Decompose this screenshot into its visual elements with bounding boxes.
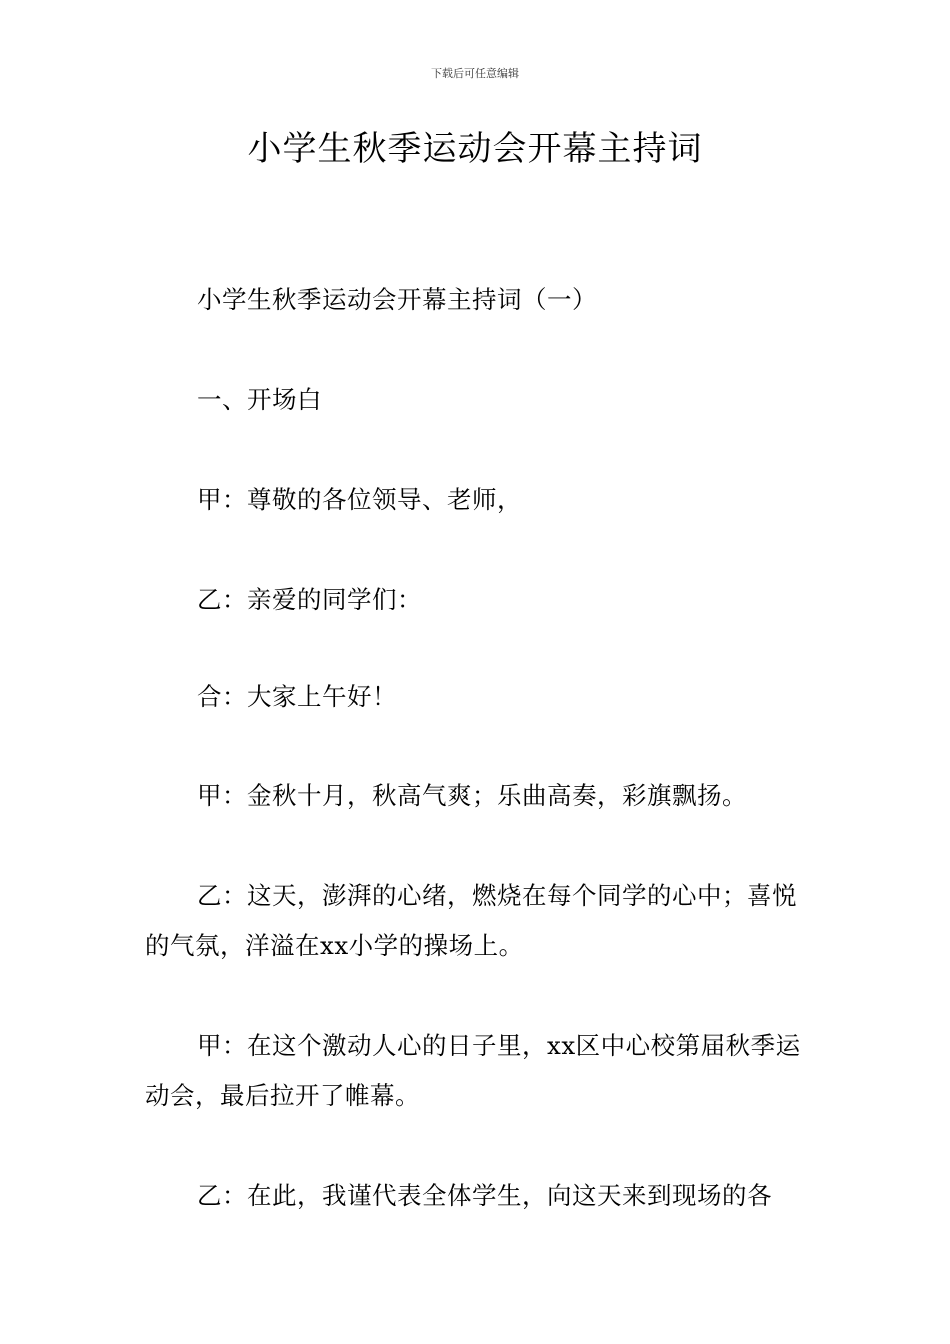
paragraph-b-mood: 乙：这天，澎湃的心绪，燃烧在每个同学的心中；喜悦的气氛，洋溢在xx小学的操场上。 [145, 881, 797, 960]
paragraph-a-opening: 甲：在这个激动人心的日子里，xx区中心校第届秋季运动会，最后拉开了帷幕。 [145, 1031, 801, 1110]
paragraph-greeting-a: 甲：尊敬的各位领导、老师， [197, 485, 522, 514]
paragraph-greeting-b: 乙：亲爱的同学们： [197, 585, 422, 614]
document-title: 小学生秋季运动会开幕主持词 [247, 129, 703, 169]
paragraph-b-representative: 乙：在此，我谨代表全体学生，向这天来到现场的各 [197, 1181, 772, 1210]
header-note: 下载后可任意编辑 [431, 67, 519, 80]
paragraph-section-heading: 小学生秋季运动会开幕主持词（一） [197, 285, 597, 314]
paragraph-a-autumn: 甲：金秋十月，秋高气爽；乐曲高奏，彩旗飘扬。 [197, 781, 747, 810]
paragraph-opening-heading: 一、开场白 [197, 385, 322, 414]
paragraph-greeting-together: 合：大家上午好！ [197, 682, 397, 711]
